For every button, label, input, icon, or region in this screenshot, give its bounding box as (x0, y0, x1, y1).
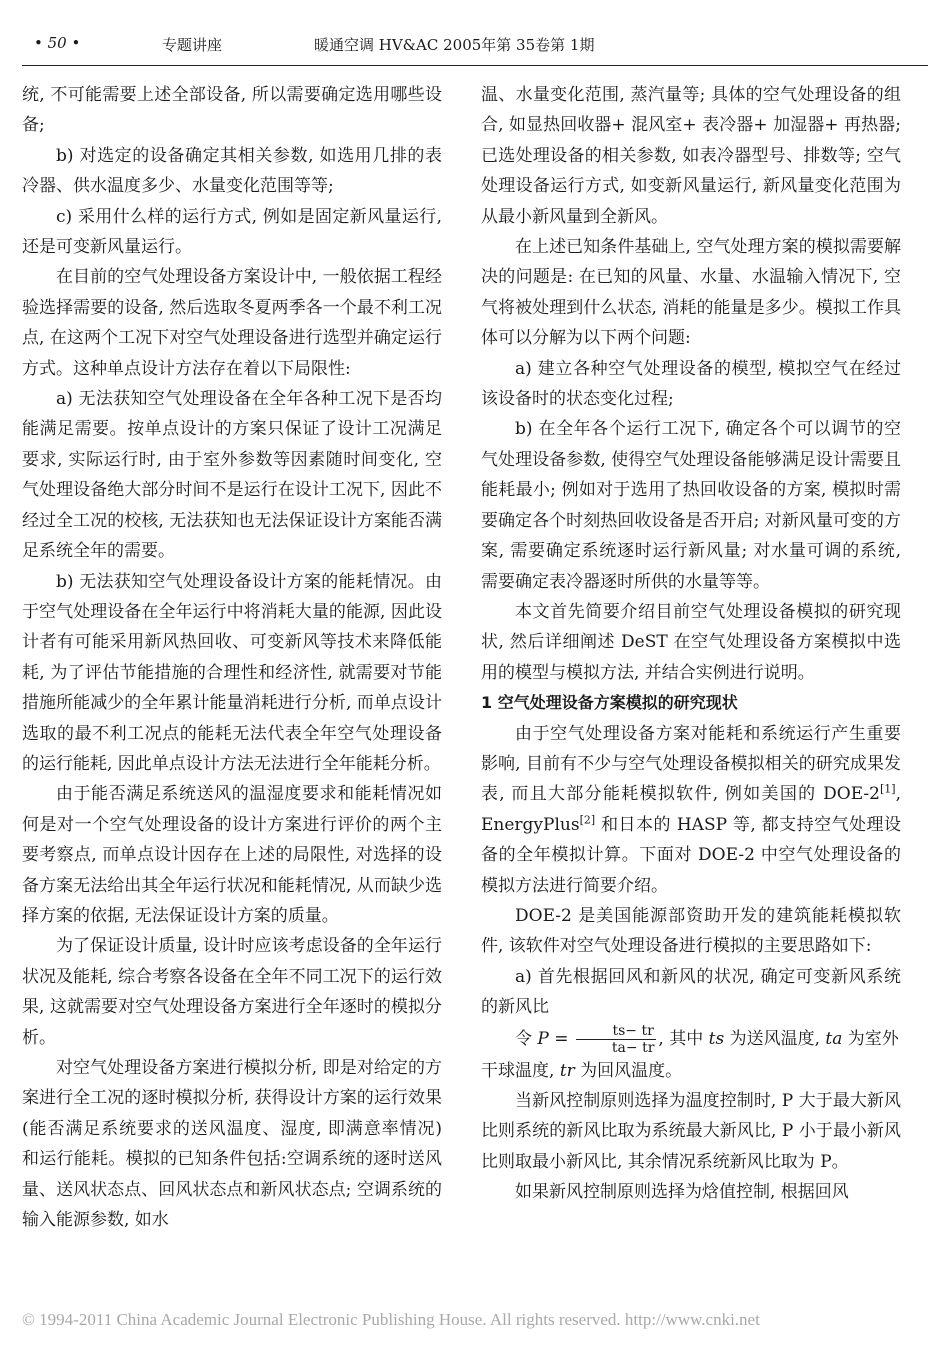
section-heading: 1 空气处理设备方案模拟的研究现状 (481, 693, 738, 713)
paragraph: 温、水量变化范围, 蒸汽量等; 具体的空气处理设备的组合, 如显热回收器+ 混风室+ 表冷器+ 加湿器+ 再热器; 已选处理设备的相关参数, 如表冷器型号、排数等; 空气处理设备运行方式, 如变新风量运行, 新风量变化范围为从最小新风量到全新风。 (481, 85, 901, 227)
paragraph: 对空气处理设备方案进行模拟分析, 即是对给定的方案进行全工况的逐时模拟分析, 获得设计方案的运行效果(能否满足系统要求的送风温度、湿度, 即满意率情况) 和运行能耗。模拟的已知条件包括:空调系统的逐时送风量、送风状态点、回风状态点和新风状态点; 空调系统的输入能源参数, 如水 (22, 1058, 442, 1231)
paragraph: a) 无法获知空气处理设备在全年各种工况下是否均能满足需要。按单点设计的方案只保证了设计工况满足要求, 实际运行时, 由于室外参数等因素随时间变化, 空气处理设备绝大部分时间不是运行在设计工况下, 因此不经过全工况的校核, 无法获知也无法保证设计方案能否满足系统全年的需要。 (22, 389, 442, 562)
paragraph-with-refs: 由于空气处理设备方案对能耗和系统运行产生重要影响, 目前有不少与空气处理设备模拟相关的研究成果发表, 而且大部分能耗模拟软件, 例如美国的 DOE-2[1], EnergyPlus[2] 和日本的 HASP 等, 都支持空气处理设备的全年模拟计算。下面对 DOE-2 中空气处理设备的模拟方法进行简要介绍。 (481, 723, 901, 896)
paragraph: 由于能否满足系统送风的温湿度要求和能耗情况如何是对一个空气处理设备的设计方案进行评价的两个主要考察点, 而单点设计因存在上述的局限性, 对选择的设备方案无法给出其全年运行状况和能耗情况, 从而缺少选择方案的依据, 无法保证设计方案的质量。 (22, 784, 442, 926)
copyright-footer: © 1994-2011 China Academic Journal Electronic Publishing House. All rights reserved. http://www.cnki.net (22, 1310, 760, 1329)
paragraph: b) 无法获知空气处理设备设计方案的能耗情况。由于空气处理设备在全年运行中将消耗大量的能源, 因此设计者有可能采用新风热回收、可变新风等技术来降低能耗, 为了评估节能措施的合理性和经济性, 就需要对节能措施所能减少的全年累计能量消耗进行分析, 而单点设计选取的最不利工况点的能耗无法代表全年空气处理设备的运行能耗, 因此单点设计方法无法进行全年能耗分析。 (22, 571, 442, 774)
fraction-denominator: ta− tr (611, 1039, 655, 1056)
equation-line: 令 P = $\frac{ts- tr}{ta- tr}$ , 其中 ts 为送风温度, ta 为室外 (515, 1022, 899, 1056)
fraction-numerator: ts− tr (576, 1023, 656, 1040)
paragraph: b) 对选定的设备确定其相关参数, 如选用几排的表冷器、供水温度多少、水量变化范围等等; (22, 145, 442, 197)
list-item-a: a) 首先根据回风和新风的状况, 确定可变新风系统的新风比 (481, 966, 901, 1018)
list-item-a: a) 建立各种空气处理设备的模型, 模拟空气在经过该设备时的状态变化过程; (481, 358, 901, 410)
paragraph: DOE-2 是美国能源部资助开发的建筑能耗模拟软件, 该软件对空气处理设备进行模拟的主要思路如下: (481, 905, 901, 957)
paragraph: 在上述已知条件基础上, 空气处理方案的模拟需要解决的问题是: 在已知的风量、水量、水温输入情况下, 空气将被处理到什么状态, 消耗的能量是多少。模拟工作具体可以分解为以下两个问题: (481, 237, 901, 349)
paragraph: 本文首先简要介绍目前空气处理设备模拟的研究现状, 然后详细阐述 DeST 在空气处理设备方案模拟中选用的模型与模拟方法, 并结合实例进行说明。 (481, 601, 901, 683)
paragraph: c) 采用什么样的运行方式, 例如是固定新风量运行, 还是可变新风量运行。 (22, 206, 442, 258)
journal-citation: 暖通空调 HV&AC 2005年第 35卷第 1期 (314, 36, 595, 54)
paragraph: 如果新风控制原则选择为焓值控制, 根据回风 (515, 1182, 849, 1203)
citation-ref[interactable]: [1] (880, 782, 896, 796)
paragraph: 统, 不可能需要上述全部设备, 所以需要确定选用哪些设备; (22, 85, 442, 136)
left-column (22, 80, 442, 1235)
equation-continuation: 干球温度, tr 为回风温度。 (481, 1060, 683, 1081)
paragraph: 在目前的空气处理设备方案设计中, 一般依据工程经验选择需要的设备, 然后选取冬夏两季各一个最不利工况点, 在这两个工况下对空气处理设备进行选型并确定运行方式。这种单点设计方法存在着以下局限性: (22, 267, 442, 379)
paragraph: 为了保证设计质量, 设计时应该考虑设备的全年运行状况及能耗, 综合考察各设备在全年不同工况下的运行效果, 这就需要对空气处理设备方案进行全年逐时的模拟分析。 (22, 936, 442, 1048)
right-column (481, 80, 901, 1208)
page-number: • 50 • (34, 34, 81, 52)
running-header (22, 30, 928, 66)
section-label: 专题讲座 (162, 36, 223, 54)
paragraph: 当新风控制原则选择为温度控制时, P 大于最大新风比则系统的新风比取为系统最大新风比, P 小于最小新风比则取最小新风比, 其余情况系统新风比取为 P。 (481, 1091, 901, 1172)
list-item-b: b) 在全年各个运行工况下, 确定各个可以调节的空气处理设备参数, 使得空气处理设备能够满足设计需要且能耗最小; 例如对于选用了热回收设备的方案, 模拟时需要确定各个时刻热回收设备是否开启; 对新风量可变的方案, 需要确定系统逐时运行新风量; 对水量可调的系统, 需要确定表冷器逐时所供的水量等等。 (481, 419, 901, 592)
citation-ref[interactable]: [2] (579, 813, 596, 827)
fraction (576, 1023, 656, 1056)
